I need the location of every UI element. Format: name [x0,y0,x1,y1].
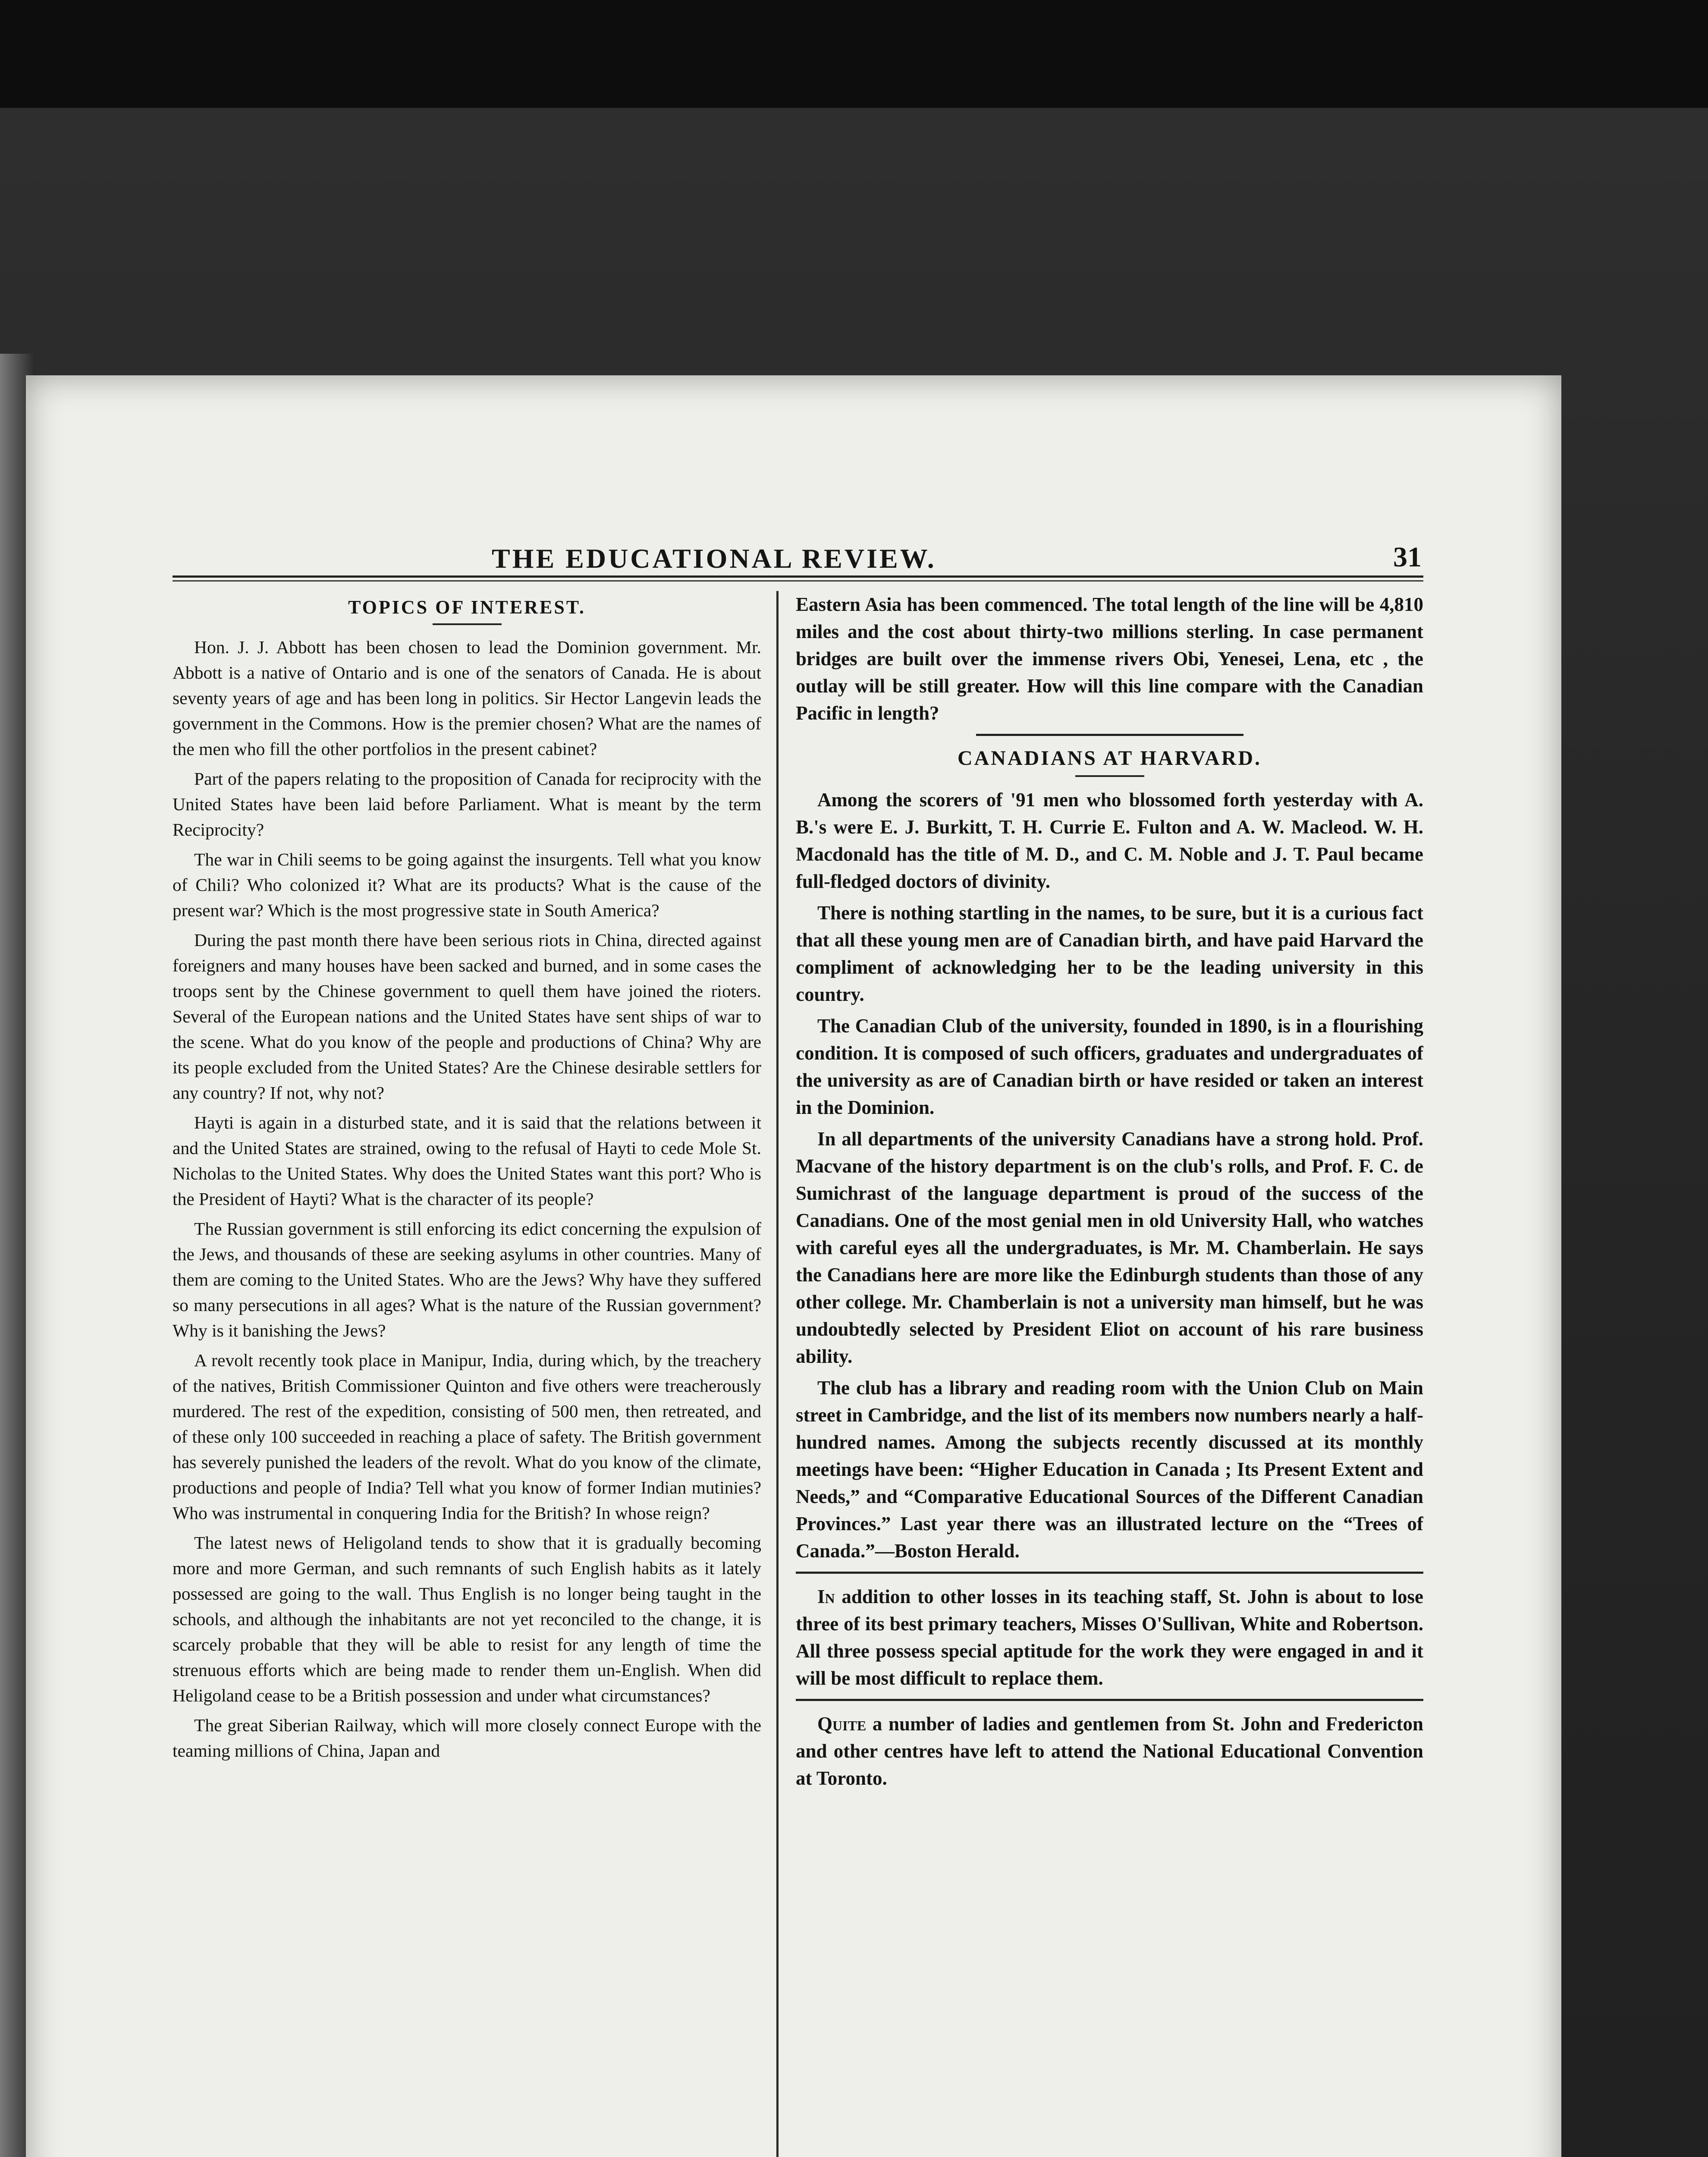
publication-title: THE EDUCATIONAL REVIEW. [492,543,936,574]
article-paragraph: Hayti is again in a disturbed state, and it is said that the relations between it and the United States are strained, owing to the refusal of Hayti to cede Mole St. Nicholas to the United States. Why does the United States want this port? Who is the President of Hayti? What is the character of its people? [173,1113,761,1209]
note-rule [796,1699,1423,1701]
heading-rule [433,623,502,625]
two-column-body [173,591,1423,2157]
article-paragraph: The Canadian Club of the university, founded in 1890, is in a flourishing condition. It is composed of such officers, graduates and undergraduates of the university as are of Canadian birth or have resided or taken an interest in the Dominion. [796,1015,1423,1118]
note-lead-word: In [817,1586,835,1607]
article-paragraph: The Russian government is still enforcing its edict concerning the expulsion of the Jews, and thousands of these are seeking asylums in other countries. Many of them are coming to the United States. Who are the Jews? Why have they suffered so many persecutions in all ages? What is the nature of the Russian government? Why is it banishing the Jews? [173,1219,761,1340]
article-paragraph: Hon. J. J. Abbott has been chosen to lead the Dominion government. Mr. Abbott is a native of Ontario and is one of the senators of Canada. He is about seventy years of age and has been long in politics. Sir Hector Langevin leads the government in the Commons. How is the premier chosen? What are the names of the men who fill the other portfolios in the present cabinet? [173,637,761,759]
film-border-top [0,0,1708,108]
article-paragraph: There is nothing startling in the names, to be sure, but it is a curious fact that all these young men are of Canadian birth, and have paid Harvard the compliment of acknowledging her to be the leading university in this country. [796,902,1423,1005]
article-paragraph: The great Siberian Railway, which will more closely connect Europe with the teaming millions of China, Japan and [173,1715,761,1761]
article-paragraph: Part of the papers relating to the proposition of Canada for reciprocity with the United States have been laid before Parliament. What is meant by the term Reciprocity? [173,769,761,840]
heading-rule [1075,775,1144,777]
note-text: addition to other losses in its teaching staff, St. John is about to lose three of its best primary teachers, Misses O'Sullivan, White and Robertson. All three possess special aptitude for the work they were engaged in and it will be most difficult to replace them. [796,1586,1423,1689]
running-header [173,539,1423,578]
note-rule [796,1572,1423,1574]
article-paragraph: Among the scorers of '91 men who blossomed forth yesterday with A. B.'s were E. J. Burkitt, T. H. Currie E. Fulton and A. W. Macleod. W. H. Macdonald has the title of M. D., and C. M. Noble and J. T. Paul became full-fledged doctors of divinity. [796,789,1423,892]
news-note [796,1583,1423,1692]
note-lead-word: Quite [817,1713,867,1735]
section-rule [976,734,1243,736]
article-paragraph: A revolt recently took place in Manipur, India, during which, by the treachery of the natives, British Commissioner Quinton and five others were treacherously murdered. The rest of the expedition, consisting of 500 men, then retreated, and of these only 100 succeeded in reaching a place of safety. The British government has severely punished the leaders of the revolt. What do you know of the climate, productions and people of India? Tell what you know of former Indian mutinies? Who was instrumental in conquering India for the British? In whose reign? [173,1350,761,1523]
article-paragraph: The latest news of Heligoland tends to show that it is gradually becoming more and more German, and such remnants of such English habits as it lately possessed are going to the wall. Thus English is no longer being taught in the schools, and although the inhabitants are not yet reconciled to the change, it is scarcely probable that they will be able to resist for any length of time the strenuous efforts which are being made to render them un-English. When did Heligoland cease to be a British possession and under what circumstances? [173,1533,761,1705]
page-content [173,539,1423,2157]
article-paragraph: During the past month there have been serious riots in China, directed against foreigners and many houses have been sacked and burned, and in some cases the troops sent by the Chinese government to quell them have joined the rioters. Several of the European nations and the United States have sent ships of war to the scene. What do you know of the people and productions of China? Why are its people excluded from the United States? Are the Chinese desirable settlers for any country? If not, why not? [173,930,761,1103]
newspaper-page [26,375,1561,2157]
header-rule [173,580,1423,584]
page-number: 31 [1393,541,1422,573]
left-column [173,591,761,2157]
article-paragraph: The club has a library and reading room with the Union Club on Main street in Cambridge, and the list of its members now numbers nearly a half-hundred names. Among the subjects recently discussed at its monthly meetings have been: “Higher Education in Canada ; Its Present Extent and Needs,” and “Comparative Educational Sources of the Different Canadian Provinces.” Last year there was an illustrated lecture on the “Trees of Canada.”—Boston Herald. [796,1377,1423,1562]
news-note [796,1711,1423,1792]
article-paragraph: In all departments of the university Canadians have a strong hold. Prof. Macvane of the history department is on the club's rolls, and Prof. F. C. de Sumichrast of the language department is proud of the success of the Canadians. One of the most genial men in old University Hall, who watches with careful eyes all the undergraduates, is Mr. M. Chamberlain. He says the Canadians here are more like the Edinburgh students than those of any other college. Mr. Chamberlain is not a university man himself, but he was undoubtedly selected by President Eliot on account of his rare business ability. [796,1128,1423,1367]
right-column [796,591,1423,2157]
section-heading-harvard: CANADIANS AT HARVARD. [957,747,1262,770]
continued-paragraph: Eastern Asia has been commenced. The total length of the line will be 4,810 miles and the cost about thirty-two millions sterling. In case permanent bridges are built over the immense rivers Obi, Yenesei, Lena, etc , the outlay will be still greater. How will this line compare with the Canadian Pacific in length? [796,594,1423,724]
column-rule [776,591,779,2157]
note-text: a number of ladies and gentlemen from St. John and Fredericton and other centres have left to attend the National Educational Convention at Toronto. [796,1713,1423,1789]
article-paragraph: The war in Chili seems to be going against the insurgents. Tell what you know of Chili? Who colonized it? What are its products? What is the cause of the present war? Which is the most progressive state in South America? [173,849,761,920]
section-heading-topics: TOPICS OF INTEREST. [348,597,586,618]
